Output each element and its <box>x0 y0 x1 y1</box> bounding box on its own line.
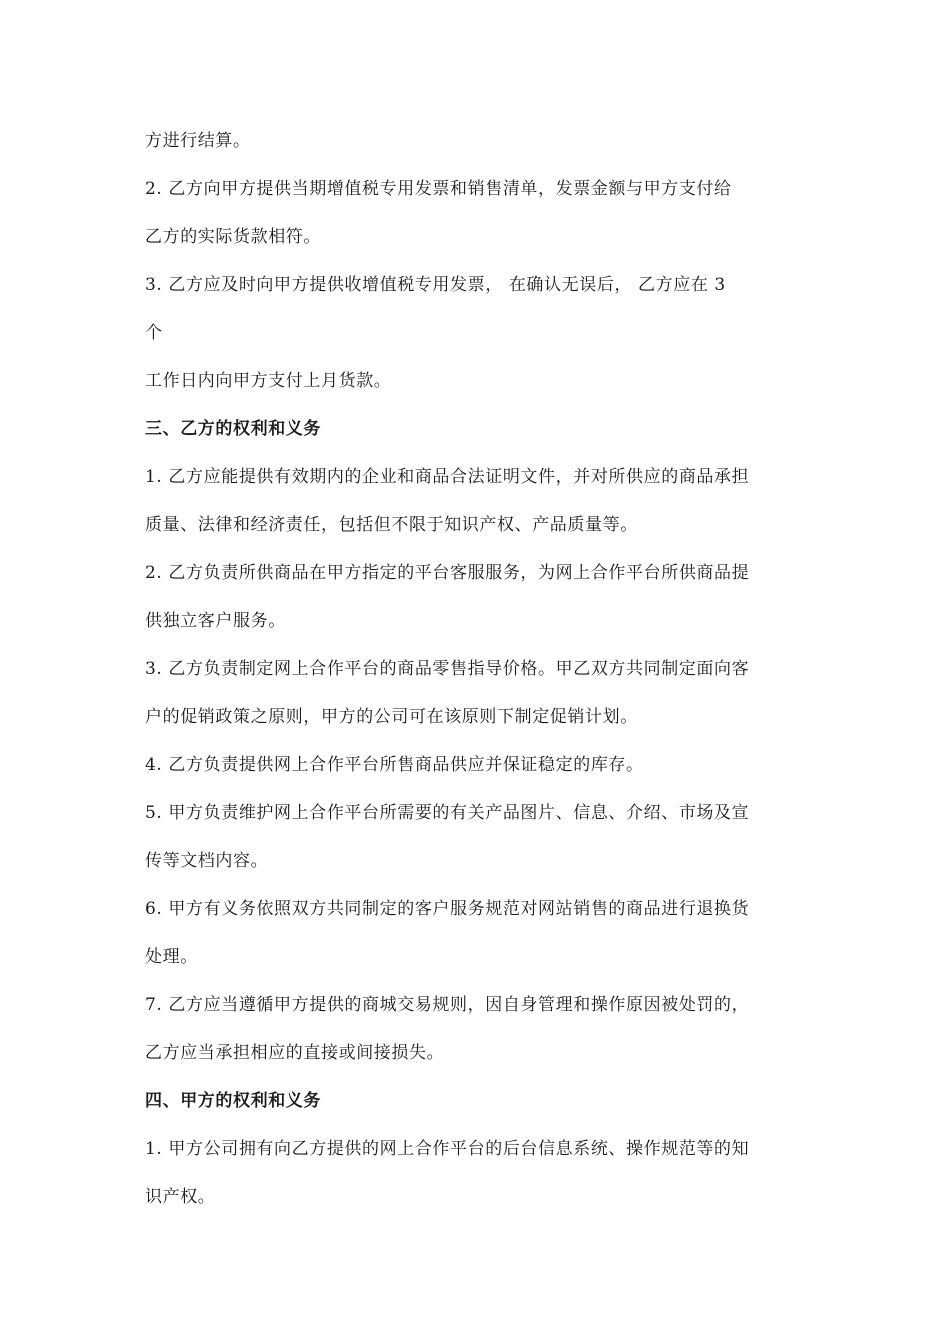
text-line: 3. 乙方应及时向甲方提供收增值税专用发票， 在确认无误后， 乙方应在 3 <box>145 275 726 295</box>
text-line: 5. 甲方负责维护网上合作平台所需要的有关产品图片、信息、介绍、市场及宣 <box>145 803 750 823</box>
text-line: 6. 甲方有义务依照双方共同制定的客户服务规范对网站销售的商品进行退换货 <box>145 899 750 919</box>
text-line: 4. 乙方负责提供网上合作平台所售商品供应并保证稳定的库存。 <box>145 755 644 775</box>
text-line: 户的促销政策之原则，甲方的公司可在该原则下制定促销计划。 <box>145 707 638 727</box>
text-line: 传等文档内容。 <box>145 851 269 871</box>
text-line: 供独立客户服务。 <box>145 611 286 631</box>
text-line: 1. 乙方应能提供有效期内的企业和商品合法证明文件，并对所供应的商品承担 <box>145 467 750 487</box>
text-line: 乙方的实际货款相符。 <box>145 227 321 247</box>
text-line: 工作日内向甲方支付上月货款。 <box>145 371 392 391</box>
text-line: 2. 乙方负责所供商品在甲方指定的平台客服服务，为网上合作平台所供商品提 <box>145 563 750 583</box>
section-heading: 三、乙方的权利和义务 <box>145 419 321 439</box>
text-line: 方进行结算。 <box>145 131 251 151</box>
text-line: 1. 甲方公司拥有向乙方提供的网上合作平台的后台信息系统、操作规范等的知 <box>145 1139 750 1159</box>
text-line: 2. 乙方向甲方提供当期增值税专用发票和销售清单，发票金额与甲方支付给 <box>145 179 732 199</box>
text-line: 处理。 <box>145 947 198 967</box>
text-line: 质量、法律和经济责任，包括但不限于知识产权、产品质量等。 <box>145 515 638 535</box>
text-line: 乙方应当承担相应的直接或间接损失。 <box>145 1043 445 1063</box>
text-line: 个 <box>145 323 163 343</box>
text-line: 识产权。 <box>145 1187 216 1207</box>
text-line: 7. 乙方应当遵循甲方提供的商城交易规则，因自身管理和操作原因被处罚的， <box>145 995 750 1015</box>
text-line: 3. 乙方负责制定网上合作平台的商品零售指导价格。甲乙双方共同制定面向客 <box>145 659 750 679</box>
section-heading: 四、甲方的权利和义务 <box>145 1091 321 1111</box>
